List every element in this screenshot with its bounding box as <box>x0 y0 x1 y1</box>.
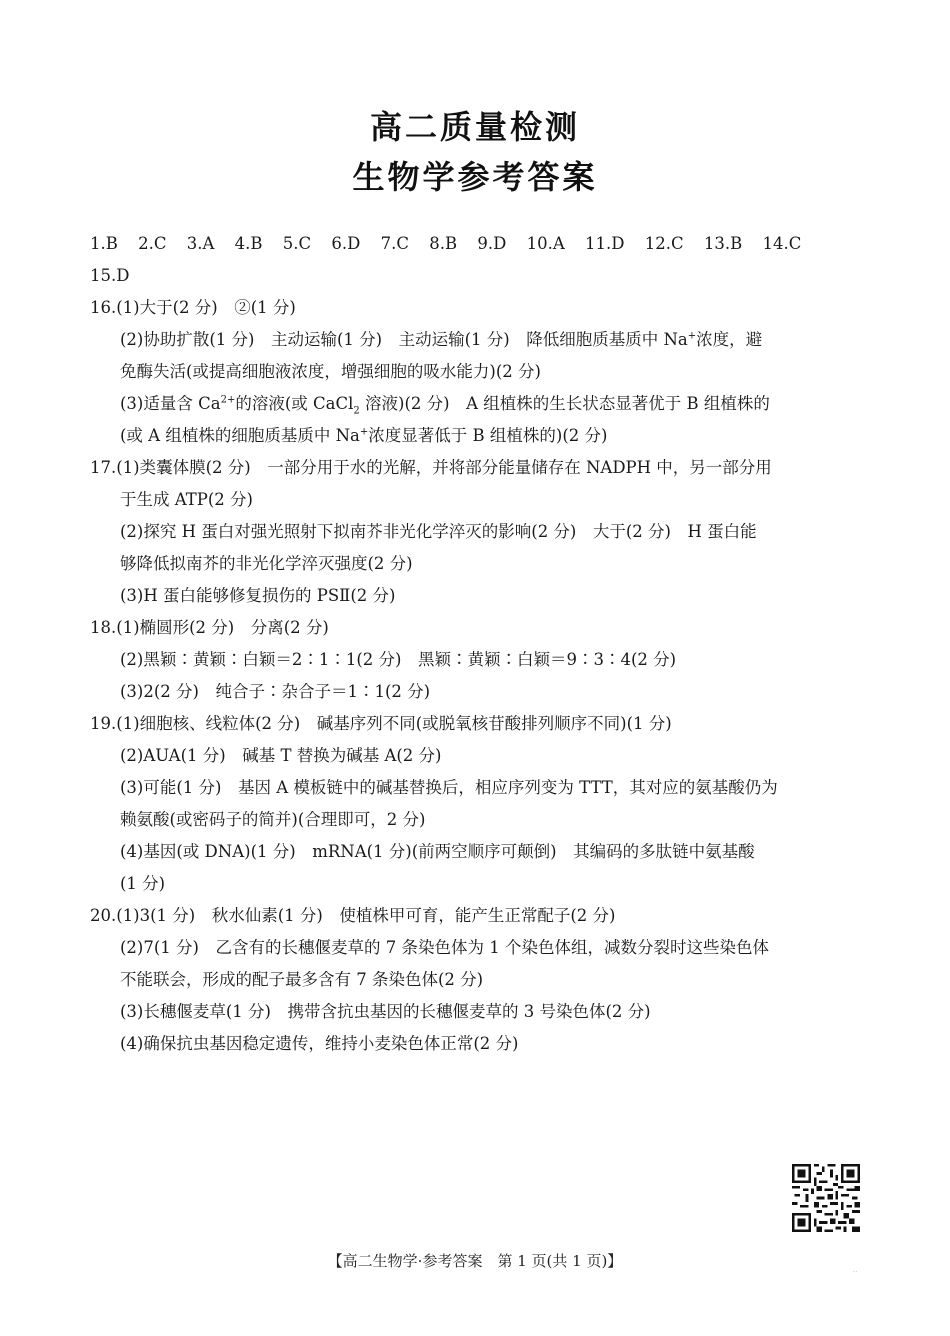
q16-line-2b: 浓度，避 <box>696 330 763 349</box>
mc-answer-15: 15.D <box>90 266 130 285</box>
q17-line-3: (2)探究 H 蛋白对强光照射下拟南芥非光化学淬灭的影响(2 分) 大于(2 分) H 蛋白能 <box>120 522 757 541</box>
q16-line-4b: 的溶液(或 CaCl <box>235 394 354 413</box>
q16-line-5a: (或 A 组植株的细胞质基质中 Na <box>120 426 360 445</box>
title-line-1: 高二质量检测 <box>369 108 580 146</box>
mc-answers-row <box>90 228 870 260</box>
q16-line-1: 16.(1)大于(2 分) ②(1 分) <box>90 298 296 317</box>
mc-answer: 11.D <box>585 234 625 253</box>
qr-code-icon <box>792 1164 860 1232</box>
q17-line-4: 够降低拟南芥的非光化学淬灭强度(2 分) <box>120 554 413 573</box>
answer-content <box>90 228 870 1060</box>
q19-line-2: (2)AUA(1 分) 碱基 T 替换为碱基 A(2 分) <box>120 746 442 765</box>
q19-line-3: (3)可能(1 分) 基因 A 模板链中的碱基替换后，相应序列变为 TTT，其对应的氨基酸仍为 <box>120 778 778 797</box>
mc-answer: 14.C <box>762 234 802 253</box>
q16-line-3: 免酶失活(或提高细胞液浓度，增强细胞的吸水能力)(2 分) <box>120 362 541 381</box>
q19-line-4: 赖氨酸(或密码子的简并)(合理即可，2 分) <box>120 810 426 829</box>
q16-line-4 <box>90 388 870 420</box>
q20-line-3: 不能联会，形成的配子最多含有 7 条染色体(2 分) <box>120 970 484 989</box>
q16-line-5 <box>90 420 870 452</box>
mc-answer: 10.A <box>526 234 565 253</box>
q20-line-1: 20.(1)3(1 分) 秋水仙素(1 分) 使植株甲可育，能产生正常配子(2 分) <box>90 906 616 925</box>
mc-answer: 9.D <box>477 234 507 253</box>
q16-line-2 <box>90 324 870 356</box>
page-footer: 【高二生物学·参考答案 第 1 页(共 1 页)】 <box>327 1252 623 1270</box>
mc-answer: 2.C <box>138 234 167 253</box>
q18-line-1: 18.(1)椭圆形(2 分) 分离(2 分) <box>90 618 329 637</box>
subscript: 2 <box>353 405 360 417</box>
mc-answer: 8.B <box>429 234 458 253</box>
superscript: + <box>687 330 697 342</box>
mc-answer: 1.B <box>90 234 118 253</box>
mc-answer: 13.B <box>703 234 743 253</box>
q18-line-2: (2)黑颖∶黄颖∶白颖＝2∶1∶1(2 分) 黑颖∶黄颖∶白颖＝9∶3∶4(2 分) <box>120 650 677 669</box>
mc-answer: 5.C <box>282 234 312 253</box>
q16-line-2a: (2)协助扩散(1 分) 主动运输(1 分) 主动运输(1 分) 降低细胞质基质中 Na <box>120 330 688 349</box>
superscript: 2+ <box>220 394 236 406</box>
q20-line-2: (2)7(1 分) 乙含有的长穗偃麦草的 7 条染色体为 1 个染色体组，减数分裂时这些染色体 <box>120 938 769 957</box>
q19-line-6: (1 分) <box>120 874 166 893</box>
q16-line-4c: 溶液)(2 分) A 组植株的生长状态显著优于 B 组植株的 <box>365 394 770 413</box>
mc-answer: 12.C <box>644 234 684 253</box>
q17-line-5: (3)H 蛋白能够修复损伤的 PSⅡ(2 分) <box>120 586 396 605</box>
q20-line-4: (3)长穗偃麦草(1 分) 携带含抗虫基因的长穗偃麦草的 3 号染色体(2 分) <box>120 1002 651 1021</box>
q17-line-2: 于生成 ATP(2 分) <box>120 490 253 509</box>
mc-answer: 3.A <box>186 234 215 253</box>
mc-answer: 7.C <box>380 234 410 253</box>
title-line-2: 生物学参考答案 <box>352 158 598 196</box>
q18-line-3: (3)2(2 分) 纯合子∶杂合子＝1∶1(2 分) <box>120 682 431 701</box>
q17-line-1: 17.(1)类囊体膜(2 分) 一部分用于水的光解，并将部分能量储存在 NADPH 中，另一部分用 <box>90 458 772 477</box>
mc-answer: 6.D <box>331 234 361 253</box>
q19-line-1: 19.(1)细胞核、线粒体(2 分) 碱基序列不同(或脱氧核苷酸排列顺序不同)(1 分) <box>90 714 672 733</box>
superscript: + <box>359 426 369 438</box>
scan-speck: ·· <box>853 1268 858 1276</box>
mc-answer: 4.B <box>234 234 263 253</box>
q20-line-5: (4)确保抗虫基因稳定遗传，维持小麦染色体正常(2 分) <box>120 1034 519 1053</box>
q19-line-5: (4)基因(或 DNA)(1 分) mRNA(1 分)(前两空顺序可颠倒) 其编码的多肽链中氨基酸 <box>120 842 755 861</box>
q16-line-4a: (3)适量含 Ca <box>120 394 221 413</box>
q16-line-5b: 浓度显著低于 B 组植株的)(2 分) <box>368 426 608 445</box>
